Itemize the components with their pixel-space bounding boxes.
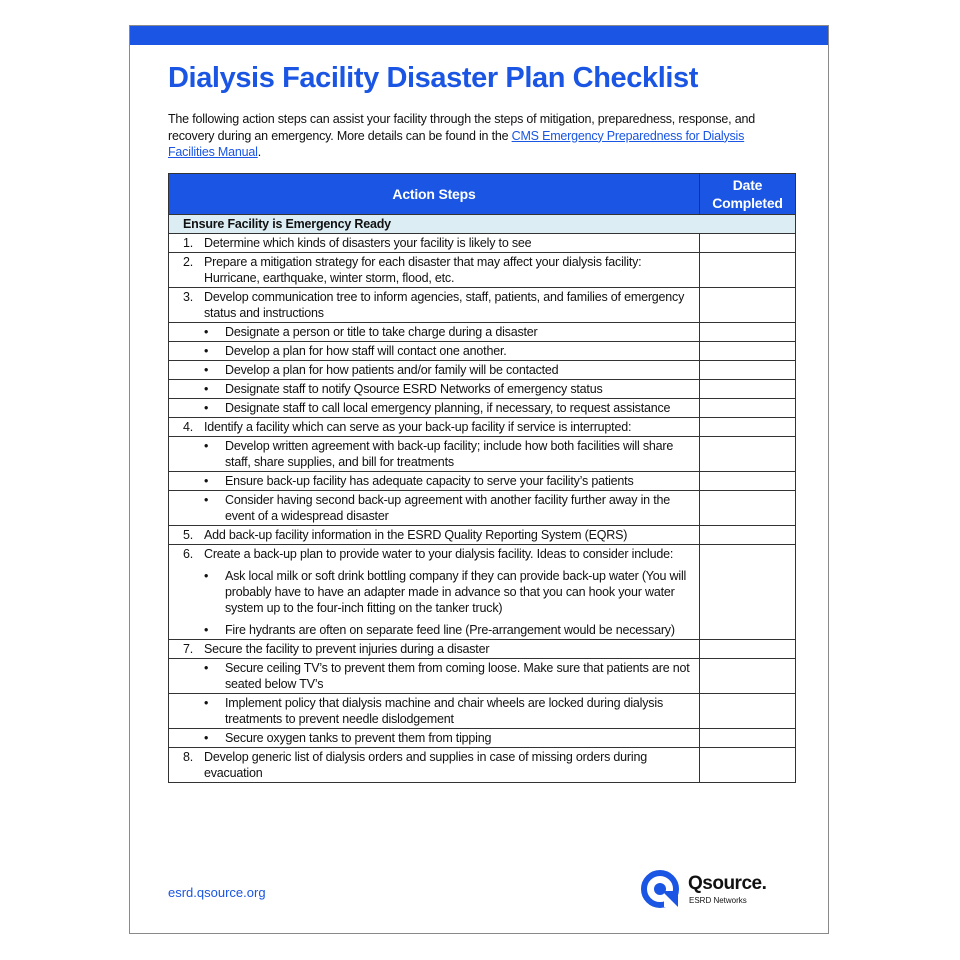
action-step-cell <box>169 694 700 729</box>
action-step-cell <box>169 323 700 342</box>
action-step-cell <box>169 437 700 472</box>
table-row <box>169 526 796 545</box>
qsource-logo-icon <box>640 869 680 909</box>
action-step-cell <box>169 491 700 526</box>
step-number: 2. <box>183 255 194 269</box>
sub-step-item <box>169 472 699 490</box>
table-row <box>169 729 796 748</box>
action-step-cell <box>169 380 700 399</box>
table-row <box>169 342 796 361</box>
step-text: Prepare a mitigation strategy for each disaster that may affect your dialysis facility: Hurricane, earthquake, winter storm, flood, etc. <box>204 255 642 285</box>
bullet-marker: • <box>204 493 209 507</box>
bullet-marker: • <box>204 623 209 637</box>
action-step-cell <box>169 640 700 659</box>
top-color-bar <box>130 26 828 45</box>
action-step-cell <box>169 526 700 545</box>
step-text: Designate a person or title to take charge during a disaster <box>225 325 538 339</box>
table-row <box>169 361 796 380</box>
step-text: Implement policy that dialysis machine and chair wheels are locked during dialysis treatments to prevent needle dislodgement <box>225 696 663 726</box>
step-text: Develop communication tree to inform agencies, staff, patients, and families of emergency status and instructions <box>204 290 685 320</box>
date-completed-cell[interactable] <box>700 694 796 729</box>
table-row <box>169 380 796 399</box>
date-completed-cell[interactable] <box>700 748 796 783</box>
table-row <box>169 399 796 418</box>
date-completed-cell[interactable] <box>700 526 796 545</box>
step-item <box>169 418 699 436</box>
intro-paragraph <box>168 111 788 161</box>
table-row <box>169 472 796 491</box>
table-row <box>169 491 796 526</box>
intro-text: The following action steps can assist your facility through the steps of mitigation, preparedness, response, and recovery during an emergency. More details can be found in the <box>168 112 755 143</box>
date-completed-cell[interactable] <box>700 342 796 361</box>
action-step-cell <box>169 234 700 253</box>
date-completed-cell[interactable] <box>700 418 796 437</box>
table-row <box>169 288 796 323</box>
step-number: 4. <box>183 420 194 434</box>
section-row <box>169 215 796 234</box>
table-row <box>169 640 796 659</box>
step-text: Secure the facility to prevent injuries during a disaster <box>204 642 490 656</box>
step-text: Develop generic list of dialysis orders and supplies in case of missing orders during evacuation <box>204 750 647 780</box>
step-text: Determine which kinds of disasters your facility is likely to see <box>204 236 532 250</box>
bullet-marker: • <box>204 344 209 358</box>
bullet-marker: • <box>204 474 209 488</box>
sub-step-item <box>169 361 699 379</box>
date-completed-cell[interactable] <box>700 288 796 323</box>
action-step-cell <box>169 729 700 748</box>
step-text: Develop a plan for how staff will contact one another. <box>225 344 507 358</box>
step-item <box>169 253 699 287</box>
step-text: Create a back-up plan to provide water to your dialysis facility. Ideas to consider include: <box>204 547 674 561</box>
sub-step-item <box>169 399 699 417</box>
sub-step-item <box>169 729 699 747</box>
header-action-steps: Action Steps <box>169 174 700 215</box>
step-text: Designate staff to notify Qsource ESRD Networks of emergency status <box>225 382 603 396</box>
step-text: Develop written agreement with back-up facility; include how both facilities will share staff, share supplies, and bill for treatments <box>225 439 674 469</box>
bullet-marker: • <box>204 382 209 396</box>
step-item <box>169 288 699 322</box>
action-step-cell <box>169 472 700 491</box>
table-row <box>169 748 796 783</box>
sub-step-item <box>169 380 699 398</box>
qsource-logo <box>640 869 772 913</box>
step-number: 8. <box>183 750 194 764</box>
section-title: Ensure Facility is Emergency Ready <box>169 215 796 234</box>
footer-website-link[interactable]: esrd.qsource.org <box>168 885 266 900</box>
date-completed-cell[interactable] <box>700 659 796 694</box>
table-row <box>169 323 796 342</box>
step-text: Identify a facility which can serve as your back-up facility if service is interrupted: <box>204 420 632 434</box>
action-step-cell <box>169 342 700 361</box>
bullet-marker: • <box>204 661 209 675</box>
sub-step-item <box>169 694 699 728</box>
action-step-cell <box>169 748 700 783</box>
action-step-cell <box>169 659 700 694</box>
step-number: 3. <box>183 290 194 304</box>
date-completed-cell[interactable] <box>700 361 796 380</box>
intro-end: . <box>257 145 261 159</box>
date-completed-cell[interactable] <box>700 253 796 288</box>
bullet-marker: • <box>204 569 209 583</box>
sub-step-item <box>169 491 699 525</box>
date-completed-cell[interactable] <box>700 380 796 399</box>
date-completed-cell[interactable] <box>700 472 796 491</box>
action-step-cell <box>169 288 700 323</box>
step-text: Secure oxygen tanks to prevent them from tipping <box>225 731 492 745</box>
step-text: Ensure back-up facility has adequate capacity to serve your facility’s patients <box>225 474 634 488</box>
date-completed-cell[interactable] <box>700 545 796 640</box>
bullet-marker: • <box>204 696 209 710</box>
sub-step-item <box>169 659 699 693</box>
bullet-marker: • <box>204 363 209 377</box>
table-row <box>169 253 796 288</box>
step-item <box>169 234 699 252</box>
checklist-table <box>168 173 796 783</box>
action-step-cell <box>169 418 700 437</box>
step-text: Fire hydrants are often on separate feed line (Pre-arrangement would be necessary) <box>225 623 675 637</box>
bullet-marker: • <box>204 439 209 453</box>
sub-step-item <box>169 567 699 617</box>
step-text: Secure ceiling TV’s to prevent them from coming loose. Make sure that patients are not seated below TV’s <box>225 661 690 691</box>
logo-wordmark: Qsource. <box>688 873 767 894</box>
date-completed-cell[interactable] <box>700 234 796 253</box>
table-row <box>169 437 796 472</box>
table-row <box>169 545 796 640</box>
step-text: Consider having second back-up agreement with another facility further away in the event of a widespread disaster <box>225 493 670 523</box>
header-date-text: Date Completed <box>712 177 783 211</box>
table-header-row <box>169 174 796 215</box>
bullet-marker: • <box>204 731 209 745</box>
page-title: Dialysis Facility Disaster Plan Checklist <box>168 62 699 94</box>
document-page <box>129 25 829 934</box>
action-step-cell <box>169 399 700 418</box>
table-row <box>169 234 796 253</box>
bullet-marker: • <box>204 325 209 339</box>
sub-step-item <box>169 621 699 639</box>
step-item <box>169 640 699 658</box>
date-completed-cell[interactable] <box>700 323 796 342</box>
logo-subtitle: ESRD Networks <box>689 896 747 905</box>
table-row <box>169 694 796 729</box>
header-date-completed <box>700 174 796 215</box>
cms-manual-link[interactable]: CMS Emergency Preparedness for Dialysis Facilities Manual <box>168 128 745 159</box>
action-step-cell <box>169 253 700 288</box>
date-completed-cell[interactable] <box>700 399 796 418</box>
date-completed-cell[interactable] <box>700 729 796 748</box>
bullet-marker: • <box>204 401 209 415</box>
action-step-cell <box>169 361 700 380</box>
step-item <box>169 545 699 563</box>
sub-step-item <box>169 437 699 471</box>
step-text: Develop a plan for how patients and/or family will be contacted <box>225 363 559 377</box>
step-text: Add back-up facility information in the ESRD Quality Reporting System (EQRS) <box>204 528 628 542</box>
table-row <box>169 418 796 437</box>
date-completed-cell[interactable] <box>700 491 796 526</box>
step-number: 6. <box>183 547 194 561</box>
sub-step-item <box>169 323 699 341</box>
step-text: Designate staff to call local emergency planning, if necessary, to request assistance <box>225 401 671 415</box>
step-item <box>169 526 699 544</box>
step-number: 5. <box>183 528 194 542</box>
date-completed-cell[interactable] <box>700 640 796 659</box>
sub-step-item <box>169 342 699 360</box>
action-step-cell <box>169 545 700 640</box>
step-number: 7. <box>183 642 194 656</box>
table-row <box>169 659 796 694</box>
step-number: 1. <box>183 236 194 250</box>
step-item <box>169 748 699 782</box>
step-text: Ask local milk or soft drink bottling company if they can provide back-up water (You will probably have to have an adapter made in advance so that you can hook your water system up to the four-inch fitting on the tanker truck) <box>225 569 687 615</box>
date-completed-cell[interactable] <box>700 437 796 472</box>
